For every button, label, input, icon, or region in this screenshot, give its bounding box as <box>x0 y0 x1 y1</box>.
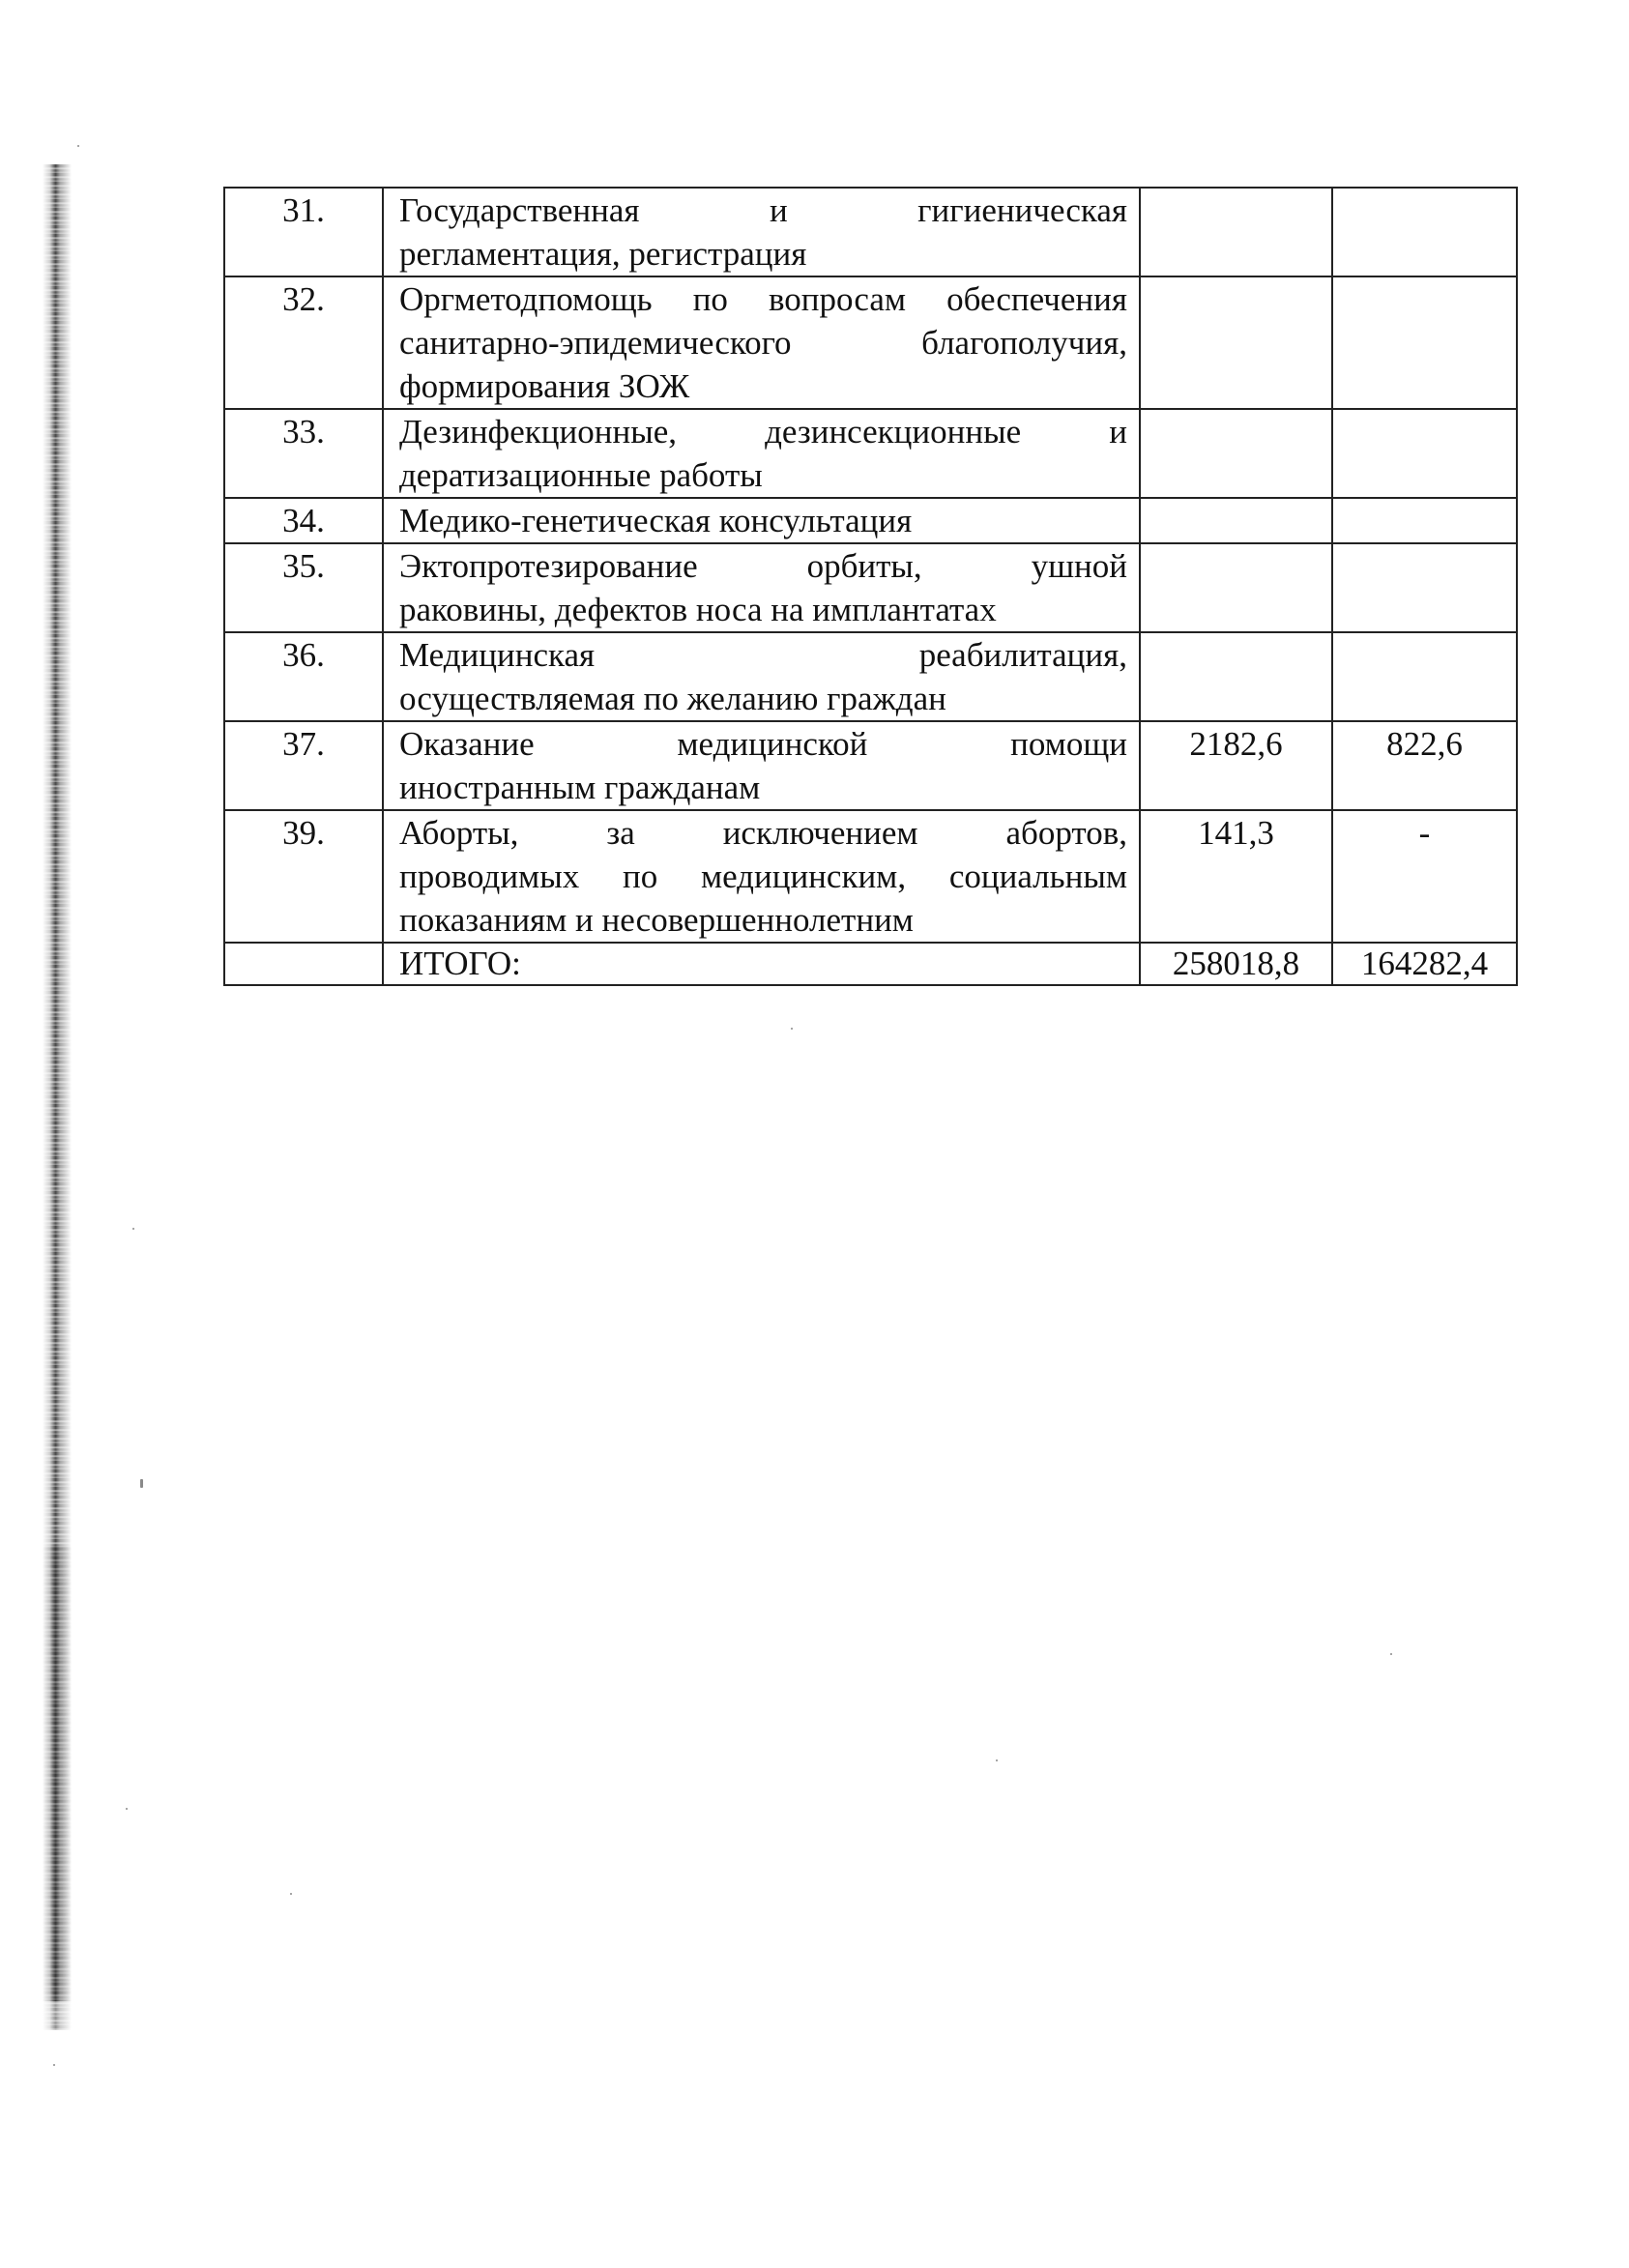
scan-speck <box>996 1759 998 1761</box>
scan-speck <box>126 1808 128 1810</box>
scan-speck <box>1390 1653 1392 1655</box>
value-col-1 <box>1140 409 1332 498</box>
table-row <box>224 276 1517 409</box>
scan-speck <box>791 1028 793 1030</box>
service-name-line: дератизационные работы <box>399 456 763 494</box>
row-number: 36. <box>224 632 383 721</box>
service-name-line: раковины, дефектов носа на имплантатах <box>399 591 997 628</box>
service-name <box>383 409 1140 498</box>
service-name-line: показаниям и несовершеннолетним <box>399 901 914 939</box>
value-col-1 <box>1140 543 1332 632</box>
value-col-2 <box>1332 276 1517 409</box>
value-col-2 <box>1332 409 1517 498</box>
value-col-1 <box>1140 632 1332 721</box>
value-col-2: 822,6 <box>1332 721 1517 810</box>
table-row <box>224 721 1517 810</box>
service-name <box>383 188 1140 276</box>
row-number: 37. <box>224 721 383 810</box>
service-name-line: Оргметодпомощь по вопросам обеспечения <box>399 280 1127 318</box>
service-name <box>383 632 1140 721</box>
service-name-line: формирования ЗОЖ <box>399 367 690 405</box>
service-name-line: Оказание медицинской помощи <box>399 725 1127 763</box>
total-value-col-1: 258018,8 <box>1140 943 1332 985</box>
services-table-body <box>224 188 1517 985</box>
service-name <box>383 810 1140 943</box>
scan-speck <box>53 2064 55 2066</box>
row-number: 34. <box>224 498 383 543</box>
row-number: 39. <box>224 810 383 943</box>
service-name-line: проводимых по медицинским, социальным <box>399 858 1127 895</box>
value-col-1: 2182,6 <box>1140 721 1332 810</box>
services-table <box>223 187 1518 986</box>
service-name <box>383 543 1140 632</box>
row-number: 31. <box>224 188 383 276</box>
row-number: 35. <box>224 543 383 632</box>
row-number: 32. <box>224 276 383 409</box>
service-name-line: Медицинская реабилитация, <box>399 636 1127 674</box>
service-name-line: осуществляемая по желанию граждан <box>399 680 946 717</box>
value-col-2 <box>1332 188 1517 276</box>
service-name-line: Эктопротезирование орбиты, ушной <box>399 547 1127 585</box>
service-name-line: Дезинфекционные, дезинсекционные и <box>399 413 1127 451</box>
table-row <box>224 498 1517 543</box>
table-row <box>224 632 1517 721</box>
service-name <box>383 721 1140 810</box>
value-col-2 <box>1332 632 1517 721</box>
scan-speck <box>290 1893 292 1895</box>
table-row <box>224 810 1517 943</box>
value-col-2: - <box>1332 810 1517 943</box>
scan-speck <box>77 145 79 147</box>
scan-shadow-edge-lower <box>43 1547 72 2030</box>
value-col-1 <box>1140 498 1332 543</box>
service-name-line: Аборты, за исключением абортов, <box>399 814 1127 852</box>
scan-speck <box>132 1228 134 1230</box>
service-name-line: Государственная и гигиеническая <box>399 191 1127 229</box>
total-label: ИТОГО: <box>383 943 1140 985</box>
total-row <box>224 943 1517 985</box>
service-name <box>383 276 1140 409</box>
value-col-1 <box>1140 276 1332 409</box>
row-number <box>224 943 383 985</box>
service-name-line: иностранным гражданам <box>399 769 761 806</box>
row-number: 33. <box>224 409 383 498</box>
value-col-2 <box>1332 498 1517 543</box>
service-name-line: санитарно-эпидемического благополучия, <box>399 324 1127 362</box>
table-row <box>224 188 1517 276</box>
service-name <box>383 498 1140 543</box>
scan-speck <box>140 1479 143 1488</box>
value-col-1 <box>1140 188 1332 276</box>
value-col-2 <box>1332 543 1517 632</box>
table-row <box>224 409 1517 498</box>
service-name-line: Медико-генетическая консультация <box>399 502 913 539</box>
service-name-line: регламентация, регистрация <box>399 235 807 273</box>
total-value-col-2: 164282,4 <box>1332 943 1517 985</box>
table-row <box>224 543 1517 632</box>
value-col-1: 141,3 <box>1140 810 1332 943</box>
